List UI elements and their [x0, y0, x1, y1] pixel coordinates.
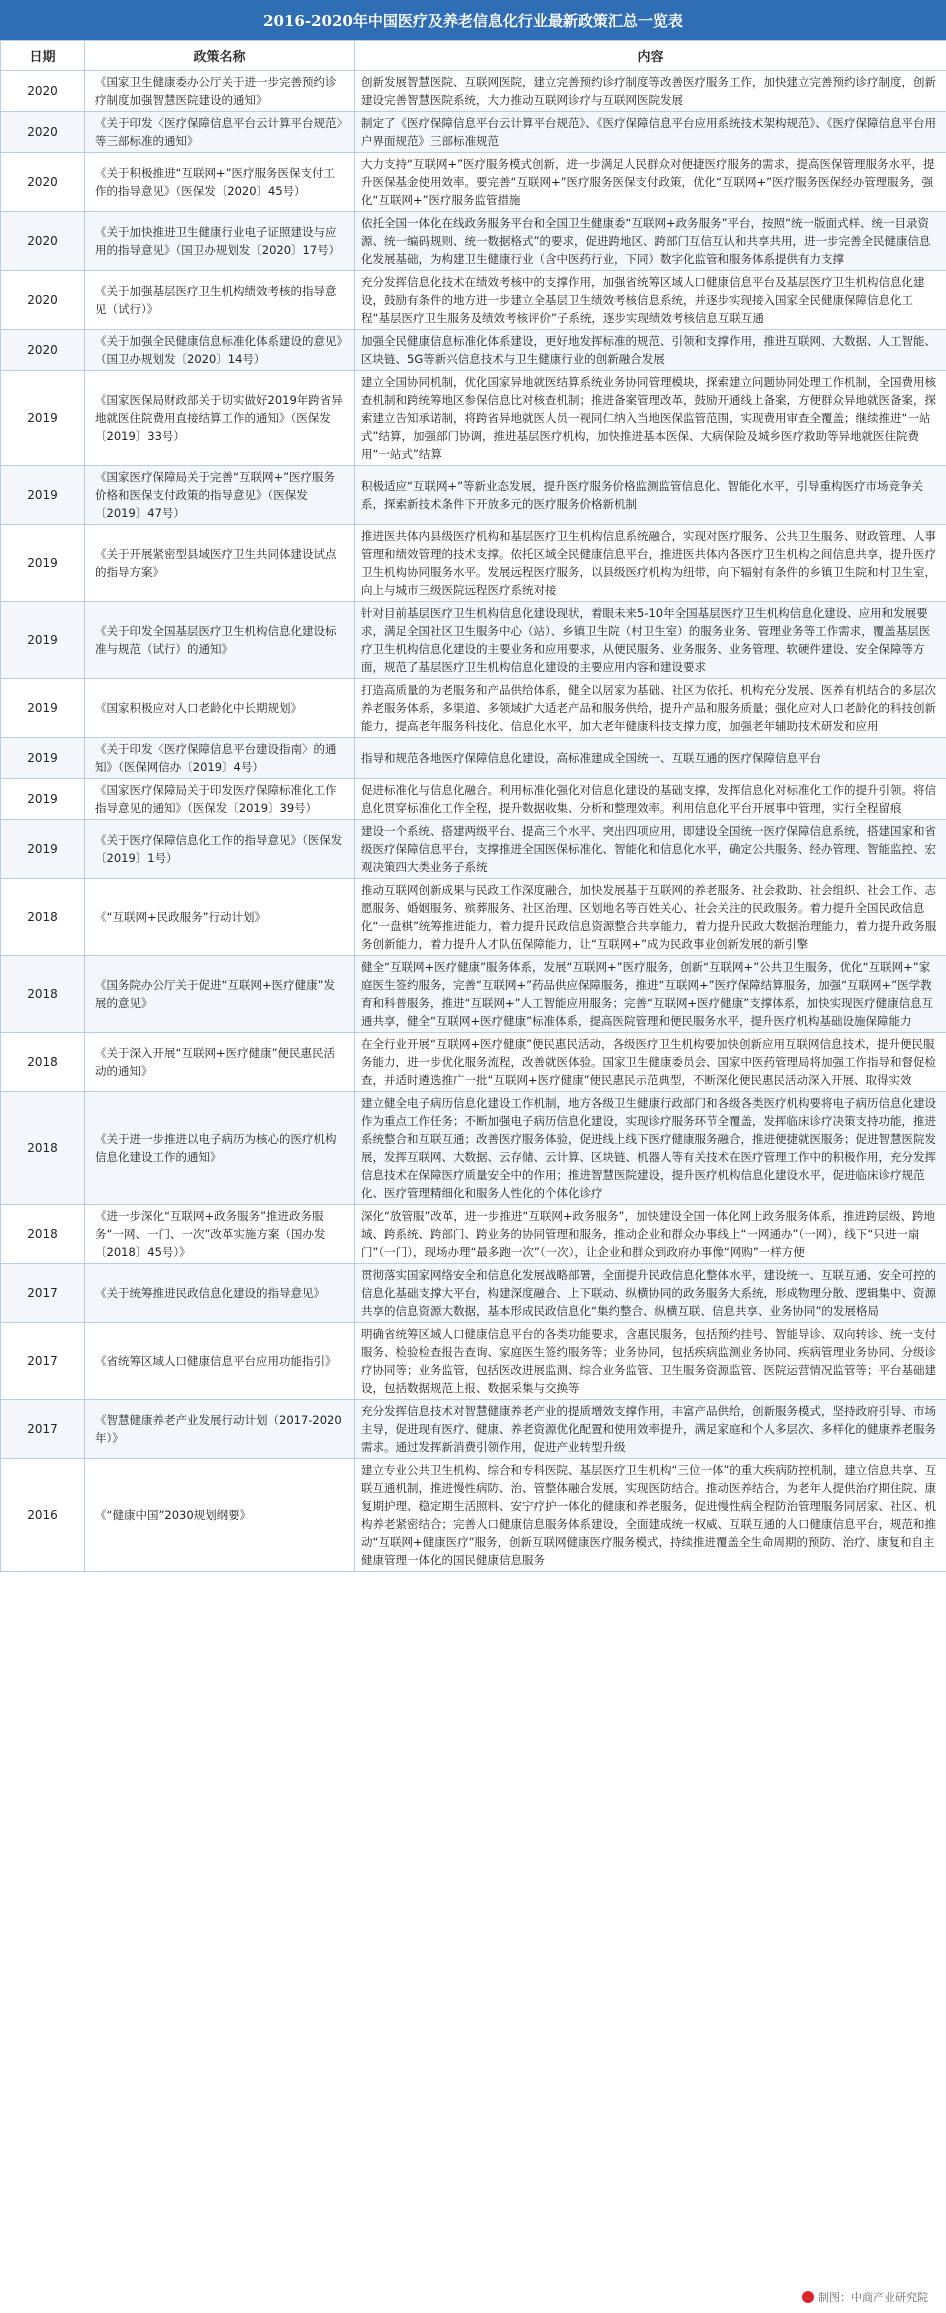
row-date: 2016 [1, 1459, 85, 1572]
row-policy-name: 《“互联网+民政服务”行动计划》 [85, 879, 355, 956]
footer-source-text: 制图：中商产业研究院 [818, 2291, 928, 2304]
table-row [1, 1033, 946, 1092]
logo-icon [802, 2291, 814, 2303]
table-row [1, 738, 946, 779]
row-policy-name: 《“健康中国”2030规划纲要》 [85, 1459, 355, 1572]
table-body [1, 71, 946, 1572]
table-row [1, 466, 946, 525]
row-date: 2019 [1, 779, 85, 820]
row-date: 2020 [1, 112, 85, 153]
row-policy-name: 《国家卫生健康委办公厅关于进一步完善预约诊疗制度加强智慧医院建设的通知》 [85, 71, 355, 112]
row-content: 贯彻落实国家网络安全和信息化发展战略部署，全面提升民政信息化整体水平，建设统一、互联互通、安全可控的信息化基础支撑大平台，构建深度融合、上下联动、纵横协同的政务服务大系统，形成物理分散、逻辑集中、资源共享的信息资源大数据，基本形成民政信息化“集约整合、纵横互联、信息共享、业务协同”的发展格局 [355, 1264, 946, 1323]
row-policy-name: 《省统筹区域人口健康信息平台应用功能指引》 [85, 1323, 355, 1400]
row-date: 2017 [1, 1264, 85, 1323]
table-row [1, 212, 946, 271]
table-row [1, 1205, 946, 1264]
table-row [1, 1264, 946, 1323]
header-content: 内容 [355, 41, 946, 71]
row-content: 推动互联网创新成果与民政工作深度融合，加快发展基于互联网的养老服务、社会救助、社会组织、社会工作、志愿服务、婚姻服务、殡葬服务、社区治理、区划地名等百姓关心、社会关注的民政服务。着力提升全国民政信息化“一盘棋”统筹推进能力，着力提升民政信息资源整合共享能力，着力提升民政大数据治理能力，着力提升政务服务创新能力，着力提升人才队伍保障能力，让“互联网+”成为民政事业创新发展的新引擎 [355, 879, 946, 956]
row-content: 明确省统筹区域人口健康信息平台的各类功能要求，含惠民服务，包括预约挂号、智能导诊、双向转诊、统一支付服务、检验检查报告查询、家庭医生签约服务等；业务协同，包括疾病监测业务协同、疾病管理业务协同、分级诊疗协同等；业务监管，包括医改进展监测、综合业务监管、卫生服务资源监管、医院运营情况监管等；平台基础建设，包括数据规范上报、数据采集与交换等 [355, 1323, 946, 1400]
row-date: 2020 [1, 271, 85, 330]
row-content: 建立健全电子病历信息化建设工作机制，地方各级卫生健康行政部门和各级各类医疗机构要将电子病历信息化建设作为重点工作任务；不断加强电子病历信息化建设，实现诊疗服务环节全覆盖，发挥临床诊疗决策支持功能，推进系统整合和互联互通；改善医疗服务体验，促进线上线下医疗健康服务融合，推进便捷就医服务；促进智慧医院发展，发挥互联网、大数据、云存储、云计算、区块链、机器人等有关技术在医疗管理工作中的积极作用，充分发挥信息技术在保障医疗质量安全中的作用；推进智慧医院建设，提升医疗机构信息化建设水平，促进临床诊疗规范化、医疗管理精细化和服务人性化的个体化诊疗 [355, 1092, 946, 1205]
table-row [1, 371, 946, 466]
table-row [1, 1400, 946, 1459]
row-content: 建立专业公共卫生机构、综合和专科医院、基层医疗卫生机构“三位一体”的重大疾病防控机制，建立信息共享、互联互通机制，推进慢性病防、治、管整体融合发展，实现医防结合。推动医养结合，为老年人提供治疗期住院、康复期护理、稳定期生活照料、安宁疗护一体化的健康和养老服务，促进慢性病全程防治管理服务同居家、社区、机构养老紧密结合；完善人口健康信息服务体系建设，全面建成统一权威、互联互通的人口健康信息平台，规范和推动“互联网+健康医疗”服务，创新互联网健康医疗服务模式，持续推进覆盖全生命周期的预防、治疗、康复和自主健康管理一体化的国民健康信息服务 [355, 1459, 946, 1572]
row-content: 指导和规范各地医疗保障信息化建设，高标准建成全国统一、互联互通的医疗保障信息平台 [355, 738, 946, 779]
table-row [1, 602, 946, 679]
row-content: 加强全民健康信息标准化体系建设，更好地发挥标准的规范、引领和支撑作用，推进互联网、大数据、人工智能、区块链、5G等新兴信息技术与卫生健康行业的创新融合发展 [355, 330, 946, 371]
row-content: 充分发挥信息化技术在绩效考核中的支撑作用，加强省统筹区域人口健康信息平台及基层医疗卫生机构信息化建设，鼓励有条件的地方进一步建立全基层卫生绩效考核信息系统，并逐步实现接入国家全民健康保障信息化工程“基层医疗卫生服务及绩效考核评价”子系统，逐步实现绩效考核信息互联互通 [355, 271, 946, 330]
row-policy-name: 《国家医疗保障局关于完善“互联网+”医疗服务价格和医保支付政策的指导意见》（医保发〔2019〕47号） [85, 466, 355, 525]
row-content: 积极适应“互联网+”等新业态发展，提升医疗服务价格监测监管信息化、智能化水平，引导重构医疗市场竞争关系，探索新技术条件下开放多元的医疗服务价格新机制 [355, 466, 946, 525]
row-policy-name: 《关于统筹推进民政信息化建设的指导意见》 [85, 1264, 355, 1323]
header-date: 日期 [1, 41, 85, 71]
row-policy-name: 《关于印发〈医疗保障信息平台建设指南〉的通知》（医保网信办〔2019〕4号） [85, 738, 355, 779]
row-policy-name: 《关于加强基层医疗卫生机构绩效考核的指导意见（试行）》 [85, 271, 355, 330]
row-date: 2020 [1, 212, 85, 271]
row-policy-name: 《关于积极推进“互联网+”医疗服务医保支付工作的指导意见》（医保发〔2020〕45号） [85, 153, 355, 212]
row-policy-name: 《关于医疗保障信息化工作的指导意见》（医保发〔2019〕1号） [85, 820, 355, 879]
row-content: 充分发挥信息技术对智慧健康养老产业的提质增效支撑作用，丰富产品供给，创新服务模式，坚持政府引导、市场主导，促进现有医疗、健康、养老资源优化配置和使用效率提升，满足家庭和个人多层次、多样化的健康养老服务需求。通过发挥新消费引领作用，促进产业转型升级 [355, 1400, 946, 1459]
row-date: 2019 [1, 371, 85, 466]
header-name: 政策名称 [85, 41, 355, 71]
row-date: 2019 [1, 679, 85, 738]
row-date: 2020 [1, 71, 85, 112]
row-content: 推进医共体内县级医疗机构和基层医疗卫生机构信息系统融合，实现对医疗服务、公共卫生服务、财政管理、人事管理和绩效管理的技术支撑。依托区域全民健康信息平台，推进医共体内各医疗卫生机构之间信息共享，提升医疗卫生机构协同服务水平。发展远程医疗服务，以县级医疗机构为纽带，向下辐射有条件的乡镇卫生院和村卫生室，向上与城市三级医院远程医疗系统对接 [355, 525, 946, 602]
row-content: 针对目前基层医疗卫生机构信息化建设现状，着眼未来5-10年全国基层医疗卫生机构信息化建设、应用和发展要求，满足全国社区卫生服务中心（站）、乡镇卫生院（村卫生室）的服务业务、管理业务等工作需求，覆盖基层医疗卫生机构信息化建设的主要业务和应用要求，从便民服务、业务服务、业务管理、软硬件建设、安全保障等方面，规范了基层医疗卫生机构信息化建设的主要应用内容和建设要求 [355, 602, 946, 679]
row-policy-name: 《国家医疗保障局关于印发医疗保障标准化工作指导意见的通知》（医保发〔2019〕39号） [85, 779, 355, 820]
table-row [1, 1459, 946, 1572]
footer-source [802, 2289, 928, 2305]
row-policy-name: 《国务院办公厅关于促进“互联网+医疗健康”发展的意见》 [85, 956, 355, 1033]
row-date: 2019 [1, 525, 85, 602]
table-row [1, 153, 946, 212]
row-policy-name: 《关于进一步推进以电子病历为核心的医疗机构信息化建设工作的通知》 [85, 1092, 355, 1205]
row-policy-name: 《关于深入开展“互联网+医疗健康”便民惠民活动的通知》 [85, 1033, 355, 1092]
table-row [1, 112, 946, 153]
row-date: 2019 [1, 820, 85, 879]
row-content: 健全“互联网+医疗健康”服务体系，发展“互联网+”医疗服务，创新“互联网+”公共卫生服务，优化“互联网+”家庭医生签约服务，完善“互联网+”药品供应保障服务，推进“互联网+”医疗保障结算服务，加强“互联网+”医学教育和科普服务，推进“互联网+”人工智能应用服务；完善“互联网+医疗健康”支撑体系，加快实现医疗健康信息互通共享，健全“互联网+医疗健康”标准体系，提高医院管理和便民服务水平，提升医疗机构基础设施保障能力 [355, 956, 946, 1033]
row-date: 2018 [1, 1033, 85, 1092]
row-date: 2019 [1, 738, 85, 779]
table-row [1, 956, 946, 1033]
row-content: 建立全国协同机制，优化国家异地就医结算系统业务协同管理模块，探索建立问题协同处理工作机制，全国费用核查机制和跨统筹地区参保信息比对核查机制；推进备案管理改革，鼓励开通线上备案，方便群众异地就医备案，探索建立告知承诺制，将跨省异地就医人员一视同仁纳入当地医保监管范围，实现费用审查全覆盖；继续推进“一站式”结算，加强部门协调，推进基层医疗机构，加快推进基本医保、大病保险及城乡医疗救助等异地就医住院费用“一站式”结算 [355, 371, 946, 466]
row-policy-name: 《关于加强全民健康信息标准化体系建设的意见》（国卫办规划发〔2020〕14号） [85, 330, 355, 371]
row-date: 2018 [1, 879, 85, 956]
row-content: 依托全国一体化在线政务服务平台和全国卫生健康委“互联网+政务服务”平台，按照“统一版面式样、统一目录资源、统一编码规则、统一数据格式”的要求，促进跨地区、跨部门互信互认和共享共用，进一步完善全民健康信息化发展基础，为构建卫生健康行业（含中医药行业，下同）数字化监管和服务体系提供有力支撑 [355, 212, 946, 271]
row-policy-name: 《智慧健康养老产业发展行动计划（2017-2020年）》 [85, 1400, 355, 1459]
row-content: 大力支持“互联网+”医疗服务模式创新，进一步满足人民群众对便捷医疗服务的需求，提高医保管理服务水平，提升医保基金使用效率。要完善“互联网+”医疗服务医保支付政策，优化“互联网+”医疗服务医保经办管理服务，强化“互联网+”医疗服务监管措施 [355, 153, 946, 212]
row-content: 促进标准化与信息化融合。利用标准化强化对信息化建设的基础支撑，发挥信息化对标准化工作的提升引领。将信息化贯穿标准化工作全程，提升数据收集、分析和整理效率。利用信息化平台开展事中管理，实行全程留痕 [355, 779, 946, 820]
table-row [1, 330, 946, 371]
row-content: 在全行业开展“互联网+医疗健康”便民惠民活动，各级医疗卫生机构要加快创新应用互联网信息技术，提升便民服务能力，进一步优化服务流程，改善就医体验。国家卫生健康委员会、国家中医药管理局将加强工作指导和督促检查，并适时遴选推广一批“互联网+医疗健康”便民惠民示范典型，不断深化便民惠民活动深入开展、取得实效 [355, 1033, 946, 1092]
table-row [1, 820, 946, 879]
row-date: 2018 [1, 1092, 85, 1205]
row-date: 2020 [1, 153, 85, 212]
table-row [1, 271, 946, 330]
row-content: 深化“放管服”改革，进一步推进“互联网+政务服务”，加快建设全国一体化网上政务服务体系，推进跨层级、跨地域、跨系统、跨部门、跨业务的协同管理和服务，推动企业和群众办事线上“一网通办”（一网），线下“只进一扇门”（一门），现场办理“最多跑一次”（一次），让企业和群众到政府办事像“网购”一样方便 [355, 1205, 946, 1264]
table-row [1, 1092, 946, 1205]
row-policy-name: 《关于印发〈医疗保障信息平台云计算平台规范〉等三部标准的通知》 [85, 112, 355, 153]
row-content: 制定了《医疗保障信息平台云计算平台规范》、《医疗保障信息平台应用系统技术架构规范》、《医疗保障信息平台用户界面规范》三部标准规范 [355, 112, 946, 153]
row-policy-name: 《国家积极应对人口老龄化中长期规划》 [85, 679, 355, 738]
row-date: 2018 [1, 1205, 85, 1264]
row-content: 建设一个系统、搭建两级平台、提高三个水平、突出四项应用，即建设全国统一医疗保障信息系统，搭建国家和省级医疗保障信息平台，支撑推进全国医保标准化、智能化和信息化水平，确定公共服务、经办管理、智能监控、宏观决策四大类业务子系统 [355, 820, 946, 879]
row-content: 创新发展智慧医院、互联网医院，建立完善预约诊疗制度等改善医疗服务工作，加快建立完善预约诊疗制度，创新建设完善智慧医院系统，大力推动互联网诊疗与互联网医院发展 [355, 71, 946, 112]
row-date: 2019 [1, 466, 85, 525]
table-row [1, 71, 946, 112]
row-date: 2017 [1, 1400, 85, 1459]
row-content: 打造高质量的为老服务和产品供给体系，健全以居家为基础、社区为依托、机构充分发展、医养有机结合的多层次养老服务体系，多渠道、多领域扩大适老产品和服务供给，提升产品和服务质量；强化应对人口老龄化的科技创新能力，提高老年服务科技化、信息化水平，加大老年健康科技支撑力度，加强老年辅助技术研发和应用 [355, 679, 946, 738]
page-title: 2016-2020年中国医疗及养老信息化行业最新政策汇总一览表 [0, 0, 946, 40]
row-date: 2018 [1, 956, 85, 1033]
table-row [1, 679, 946, 738]
row-policy-name: 《关于加快推进卫生健康行业电子证照建设与应用的指导意见》（国卫办规划发〔2020〕17号） [85, 212, 355, 271]
row-policy-name: 《关于开展紧密型县域医疗卫生共同体建设试点的指导方案》 [85, 525, 355, 602]
table-row [1, 879, 946, 956]
row-date: 2019 [1, 602, 85, 679]
row-policy-name: 《进一步深化“互联网+政务服务”推进政务服务“一网、一门、一次”改革实施方案（国办发〔2018〕45号）》 [85, 1205, 355, 1264]
policy-table [0, 40, 946, 1572]
table-header [1, 41, 946, 71]
row-policy-name: 《关于印发全国基层医疗卫生机构信息化建设标准与规范（试行）的通知》 [85, 602, 355, 679]
row-date: 2020 [1, 330, 85, 371]
table-row [1, 1323, 946, 1400]
table-row [1, 525, 946, 602]
row-date: 2017 [1, 1323, 85, 1400]
table-row [1, 779, 946, 820]
row-policy-name: 《国家医保局财政部关于切实做好2019年跨省异地就医住院费用直接结算工作的通知》（医保发〔2019〕33号） [85, 371, 355, 466]
